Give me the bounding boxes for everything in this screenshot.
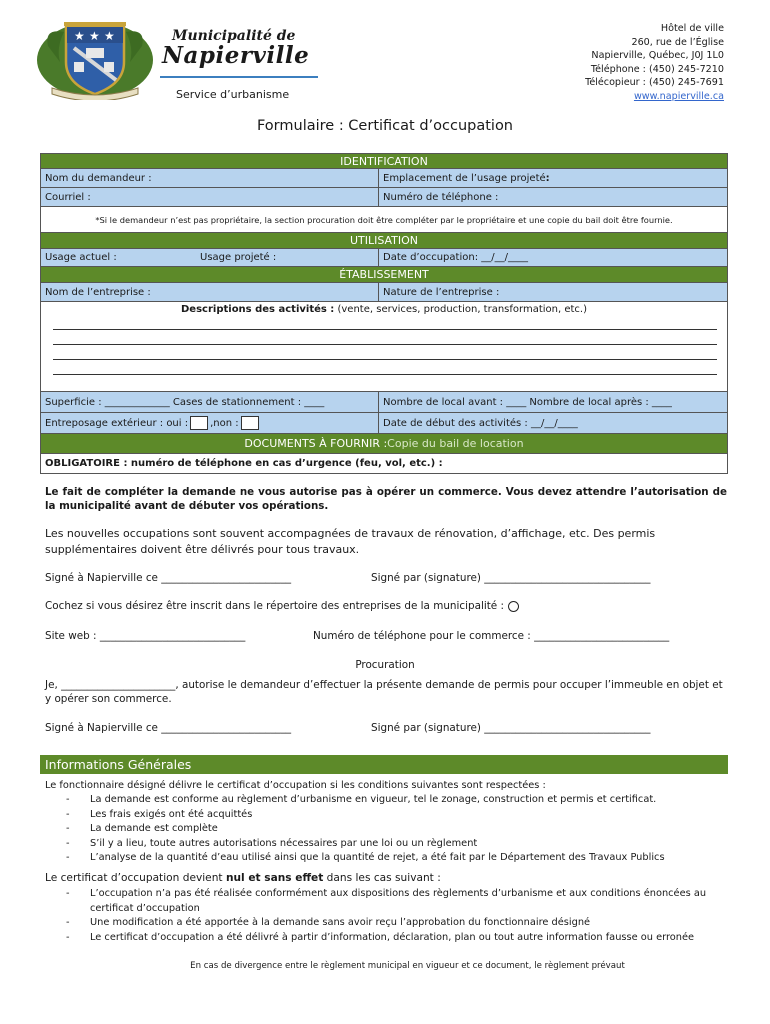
description-line (53, 329, 717, 330)
signed-by-field-2[interactable]: Signé par (signature) ________________________________ (371, 722, 651, 734)
fax-line: Télécopieur : (450) 245-7691 (585, 77, 724, 89)
service-name: Service d’urbanisme (176, 88, 290, 101)
area-parking-field[interactable]: Superficie : _____________ Cases de stationnement : ____ (45, 396, 325, 408)
company-name-field[interactable]: Nom de l’entreprise : (45, 286, 151, 298)
address-line: Napierville, Québec, J0J 1L0 (591, 50, 724, 62)
footer-disclaimer: En cas de divergence entre le règlement municipal en vigueur et ce document, le règlement prévaut (190, 961, 625, 971)
email-field[interactable]: Courriel : (45, 191, 91, 203)
activities-description-label: Descriptions des activités : (vente, services, production, transformation, etc.) (181, 304, 587, 315)
website-link[interactable]: www.napierville.ca (633, 90, 724, 102)
list-item: - La demande est conforme au règlement d’urbanisme en vigueur, tel le zonage, construction et permis et certificat. (62, 793, 722, 808)
etablissement-header: ÉTABLISSEMENT (40, 267, 728, 283)
storage-yes-checkbox[interactable] (190, 416, 208, 430)
activities-description-area[interactable] (40, 302, 728, 392)
list-item: - Une modification a été apportée à la demande sans avoir reçu l’approbation du fonctionnaire désigné (62, 916, 722, 931)
business-phone-field[interactable]: Numéro de téléphone pour le commerce : __________________________ (313, 630, 670, 642)
void-cases-list (62, 887, 722, 945)
conditions-list (62, 793, 722, 866)
etablissement-row-3 (40, 413, 728, 434)
storage-no-checkbox[interactable] (241, 416, 259, 430)
utilisation-header: UTILISATION (40, 233, 728, 249)
list-item: - L’analyse de la quantité d’eau utilisé ainsi que la quantité de rejet, a été fait par le Département des Travaux Publics (62, 851, 722, 866)
description-line (53, 374, 717, 375)
list-item: - S’il y a lieu, toute autres autorisations nécessaires par une loi ou un règlement (62, 837, 722, 852)
municipality-label: Municipalité de (172, 28, 296, 44)
identification-header: IDENTIFICATION (40, 153, 728, 169)
website-field[interactable]: Site web : ____________________________ (45, 630, 246, 642)
description-line (53, 359, 717, 360)
address-line: Hôtel de ville (660, 23, 724, 34)
procuration-title: Procuration (355, 659, 415, 671)
list-item: - La demande est complète (62, 822, 722, 837)
activities-start-date-field[interactable]: Date de début des activités : __/__/____ (378, 413, 727, 433)
conditions-intro: Le fonctionnaire désigné délivre le certificat d’occupation si les conditions suivantes sont respectées : (45, 780, 546, 791)
page-title: Formulaire : Certificat d’occupation (256, 118, 513, 134)
svg-text:★: ★ (104, 29, 115, 43)
list-item: - L’occupation n’a pas été réalisée conformément aux dispositions des règlements d’urbanisme et aux conditions énoncées au certificat d’occupation (62, 887, 722, 916)
procuration-text: Je, ______________________, autorise le demandeur d’effectuer la présente demande de permis pour occuper l’immeuble en objet et y opérer son commerce. (45, 679, 723, 705)
permits-notice: Les nouvelles occupations sont souvent accompagnées de travaux de rénovation, d’affichage, etc. Des permis supplémentaires doivent être délivrés pour tous travaux. (45, 527, 656, 556)
utilisation-row (40, 249, 728, 267)
signed-at-field-2[interactable]: Signé à Napierville ce _________________________ (45, 722, 292, 734)
description-line (53, 344, 717, 345)
emergency-phone-row[interactable] (40, 454, 728, 474)
etablissement-row-2 (40, 392, 728, 413)
header-divider (160, 76, 318, 78)
emergency-phone-label: OBLIGATOIRE : numéro de téléphone en cas d’urgence (feu, vol, etc.) : (45, 458, 443, 469)
address-block (585, 22, 724, 104)
address-line: 260, rue de l’Église (631, 36, 724, 48)
phone-line: Téléphone : (450) 245-7210 (590, 63, 724, 75)
authorization-warning: Le fait de compléter la demande ne vous autorise pas à opérer un commerce. Vous devez attendre l’autorisation de la municipalité avant de débuter vos opérations. (45, 486, 727, 512)
company-nature-field[interactable]: Nature de l’entreprise : (378, 283, 727, 301)
documents-header: DOCUMENTS À FOURNIR : Copie du bail de location (40, 434, 728, 454)
outdoor-storage-field: Entreposage extérieur : oui : , non : (41, 413, 378, 433)
projected-usage-field[interactable]: Usage projeté : (200, 252, 277, 263)
usage-location-field[interactable]: Emplacement de l’usage projeté : (378, 169, 727, 187)
list-item: - Les frais exigés ont été acquittés (62, 808, 722, 823)
occupation-date-field[interactable]: Date d’occupation : __/__/____ (378, 249, 727, 266)
local-count-field[interactable]: Nombre de local avant : ____ Nombre de local après : ____ (378, 392, 727, 412)
identification-row-1 (40, 169, 728, 188)
svg-text:★: ★ (74, 29, 85, 43)
owner-note: *Si le demandeur n’est pas propriétaire, la section procuration doit être compléter par le propriétaire et une copie du bail doit être fournie. (40, 207, 728, 233)
municipal-crest-logo (34, 18, 156, 100)
identification-row-2 (40, 188, 728, 207)
svg-text:★: ★ (89, 29, 100, 43)
signed-at-field[interactable]: Signé à Napierville ce _________________________ (45, 572, 292, 584)
directory-radio[interactable] (508, 601, 519, 612)
phone-number-field[interactable]: Numéro de téléphone : (378, 188, 727, 206)
directory-optin: Cochez si vous désirez être inscrit dans le répertoire des entreprises de la municipalité : (45, 600, 519, 612)
applicant-name-field[interactable]: Nom du demandeur : (45, 172, 152, 184)
general-info-header: Informations Générales (40, 755, 728, 774)
municipality-name: Napierville (162, 42, 310, 69)
list-item: - Le certificat d’occupation a été délivré à partir d’information, déclaration, plan ou tout autre information fausse ou erronée (62, 931, 722, 946)
etablissement-row-1 (40, 283, 728, 302)
current-usage-field[interactable]: Usage actuel : (45, 252, 117, 263)
void-cases-intro: Le certificat d’occupation devient nul et sans effet dans les cas suivant : (45, 872, 441, 884)
signed-by-field[interactable]: Signé par (signature) ________________________________ (371, 572, 651, 584)
